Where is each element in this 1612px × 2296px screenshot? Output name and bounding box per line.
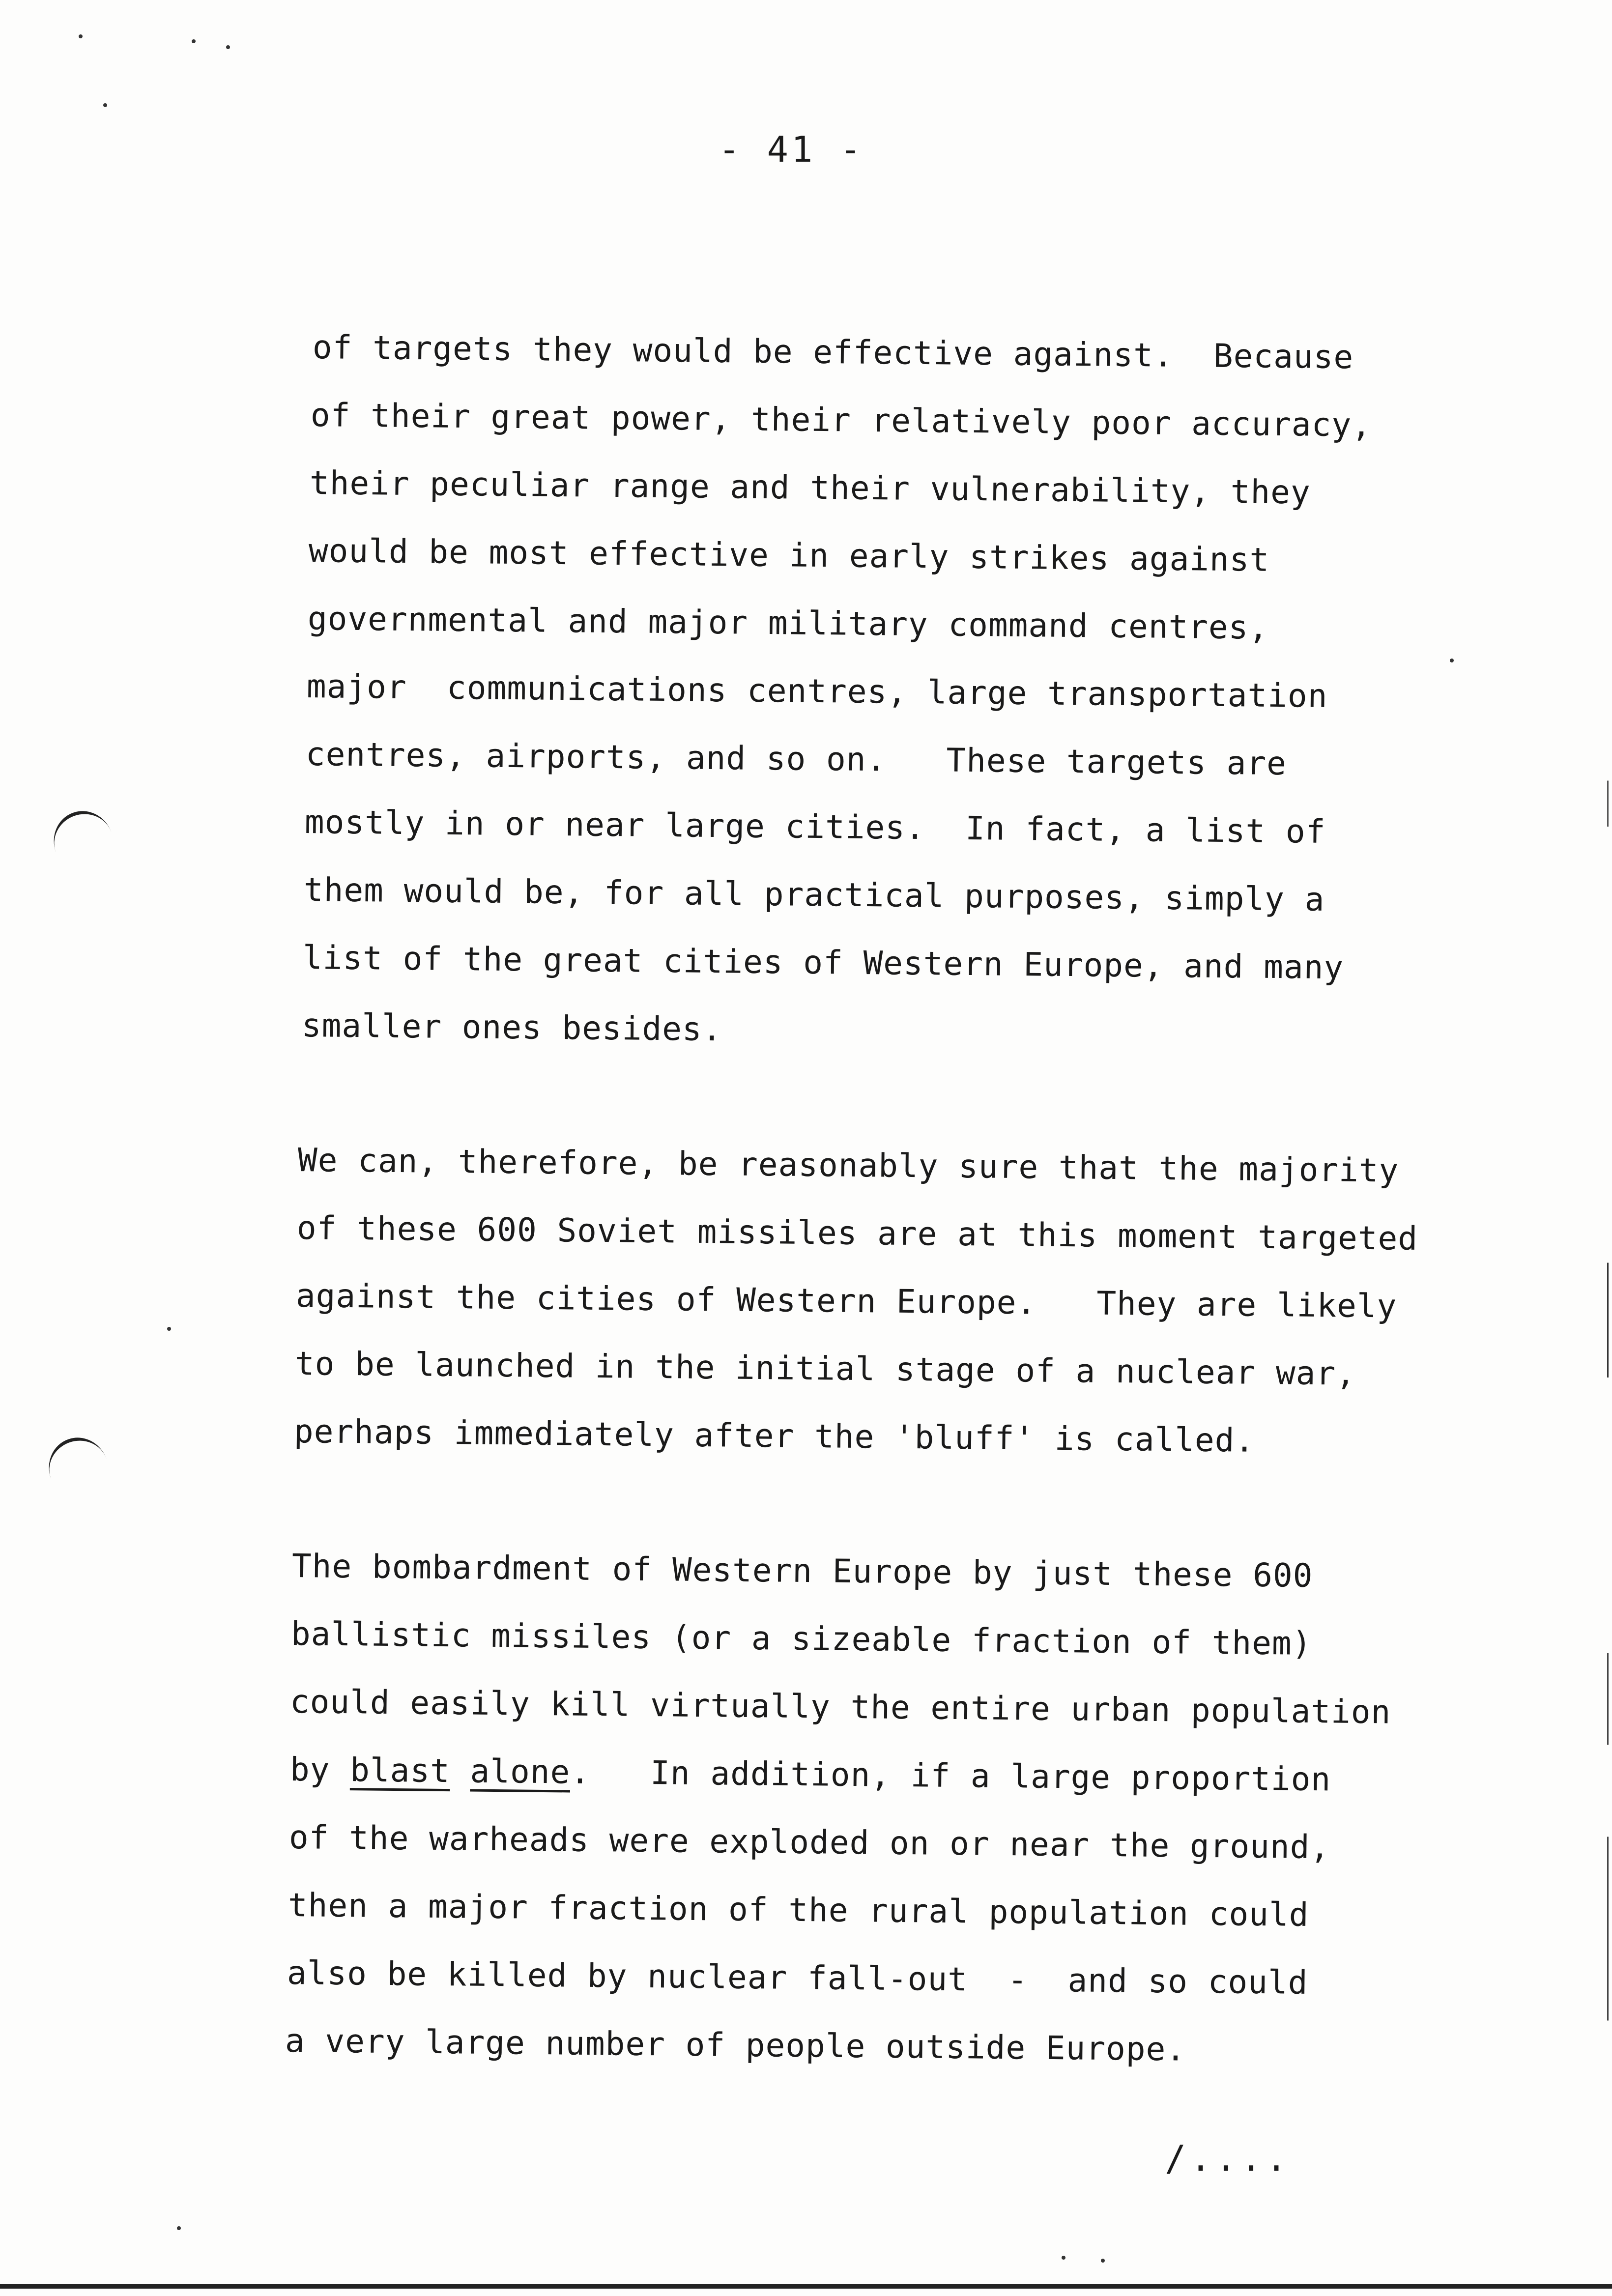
text-line: would be most effective in early strikes against — [308, 532, 1270, 579]
scan-speck — [1101, 2259, 1105, 2263]
text-line: governmental and major military command centres, — [307, 600, 1269, 647]
scan-speck — [226, 45, 230, 49]
text-line: their peculiar range and their vulnerability, they — [309, 464, 1311, 512]
scan-speck — [167, 1327, 171, 1331]
scan-speck — [103, 103, 107, 107]
punch-hole-mark — [45, 803, 122, 881]
text-run: . In addition, if a large proportion — [570, 1753, 1331, 1799]
text-line: ballistic missiles (or a sizeable fraction of them) — [290, 1615, 1312, 1663]
underlined-word: alone — [470, 1752, 571, 1791]
text-run: by — [289, 1751, 350, 1789]
text-line: a very large number of people outside Europe. — [285, 2022, 1186, 2068]
text-line: also be killed by nuclear fall-out - and so could — [287, 1954, 1308, 2002]
text-line: major communications centres, large transportation — [306, 667, 1328, 715]
text-line-with-underline — [290, 1751, 1332, 1798]
underlined-word: blast — [349, 1751, 451, 1790]
text-line: smaller ones besides. — [301, 1006, 722, 1049]
text-line: centres, airports, and so on. These targets are — [305, 735, 1287, 783]
scan-speck — [177, 2226, 181, 2230]
scan-edge — [1607, 0, 1609, 2296]
scan-speck — [1062, 2256, 1065, 2260]
text-line: to be launched in the initial stage of a nuclear war, — [294, 1345, 1356, 1393]
text-line: against the cities of Western Europe. They are likely — [295, 1277, 1397, 1325]
text-line: then a major fraction of the rural population could — [288, 1886, 1309, 1934]
text-line: The bombardment of Western Europe by just these 600 — [291, 1547, 1313, 1595]
punch-hole-mark — [40, 1429, 117, 1508]
text-line: of the warheads were exploded on or near the ground, — [288, 1818, 1330, 1866]
text-line: them would be, for all practical purposes, simply a — [303, 871, 1325, 918]
text-line: mostly in or near large cities. In fact, a list of — [304, 803, 1326, 851]
text-run — [450, 1752, 470, 1790]
text-line: list of the great cities of Western Europe, and many — [302, 939, 1344, 987]
text-line: of these 600 Soviet missiles are at this moment targeted — [296, 1209, 1418, 1258]
text-line: of their great power, their relatively poor accuracy, — [310, 396, 1372, 444]
scan-speck — [192, 39, 196, 43]
text-line: perhaps immediately after the 'bluff' is called. — [293, 1412, 1255, 1460]
scan-bottom-edge — [0, 2284, 1612, 2289]
text-line: could easily kill virtually the entire urban population — [289, 1683, 1391, 1731]
page-number: - 41 - — [718, 129, 864, 170]
scan-speck — [79, 34, 83, 38]
scan-speck — [1450, 659, 1454, 662]
continuation-mark: /.... — [1165, 2138, 1291, 2179]
text-line: of targets they would be effective against. Because — [312, 328, 1354, 376]
text-line: We can, therefore, be reasonably sure that the majority — [297, 1141, 1399, 1190]
